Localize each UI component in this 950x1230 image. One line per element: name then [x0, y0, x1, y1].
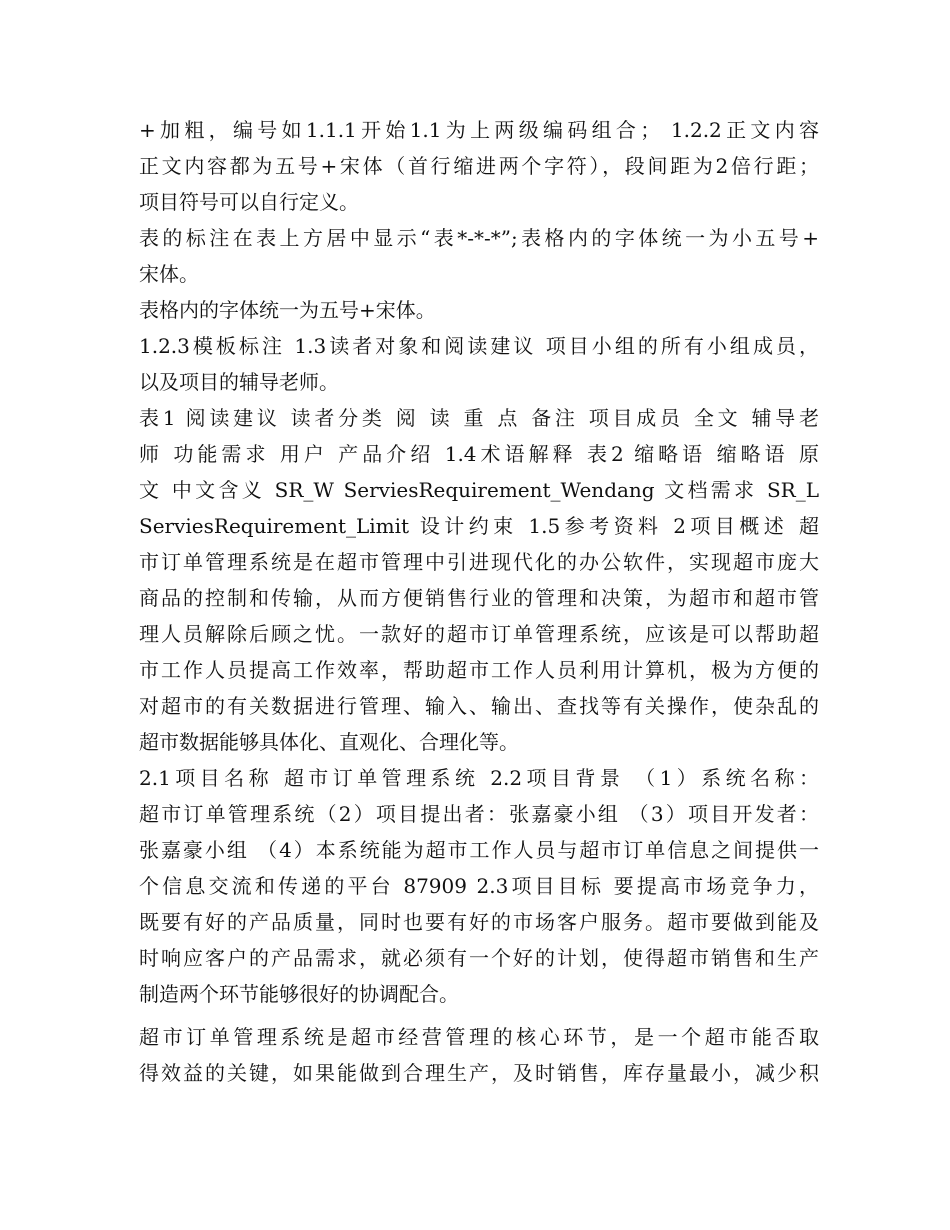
text-line: 时响应客户的产品需求，就必须有一个好的计划，使得超市销售和生产: [139, 946, 819, 970]
text-line: 1.2.3模板标注 1.3读者对象和阅读建议 项目小组的所有小组成员，: [139, 334, 819, 358]
text-line: 市订单管理系统是在超市管理中引进现代化的办公软件，实现超市庞大: [139, 550, 819, 574]
text-line: 2.1项目名称 超市订单管理系统 2.2项目背景 （1）系统名称：: [139, 766, 819, 790]
document-body: [139, 112, 819, 1091]
text-line: ServiesRequirement_Limit 设计约束 1.5参考资料 2项目概述 超: [139, 514, 819, 538]
text-line: +加粗，编号如1.1.1开始1.1为上两级编码组合； 1.2.2正文内容: [139, 118, 819, 142]
text-line: 理人员解除后顾之忧。一款好的超市订单管理系统，应该是可以帮助超: [139, 622, 819, 646]
text-line: 对超市的有关数据进行管理、输入、输出、查找等有关操作，使杂乱的: [139, 694, 819, 718]
text-line: 表的标注在表上方居中显示“表*-*-*”;表格内的字体统一为小五号+: [139, 226, 819, 250]
text-line: 表1 阅读建议 读者分类 阅 读 重 点 备注 项目成员 全文 辅导老: [139, 406, 819, 430]
text-line: 超市数据能够具体化、直观化、合理化等。: [139, 730, 519, 754]
text-line: 宋体。: [139, 262, 199, 286]
text-line: 项目符号可以自行定义。: [139, 190, 359, 214]
text-line: 表格内的字体统一为五号+宋体。: [139, 298, 436, 322]
text-line: 既要有好的产品质量，同时也要有好的市场客户服务。超市要做到能及: [139, 910, 819, 934]
text-line: 正文内容都为五号+宋体（首行缩进两个字符），段间距为2倍行距；: [139, 154, 819, 178]
text-line: 市工作人员提高工作效率，帮助超市工作人员利用计算机，极为方便的: [139, 658, 819, 682]
text-line: 超市订单管理系统是超市经营管理的核心环节，是一个超市能否取: [139, 1025, 819, 1049]
text-line: 师 功能需求 用户 产品介绍 1.4术语解释 表2 缩略语 缩略语 原: [139, 442, 819, 466]
text-line: 超市订单管理系统（2）项目提出者：张嘉豪小组 （3）项目开发者：: [139, 802, 819, 826]
text-line: 得效益的关键，如果能做到合理生产，及时销售，库存量最小，减少积: [139, 1061, 819, 1085]
text-line: 个信息交流和传递的平台 87909 2.3项目目标 要提高市场竞争力，: [139, 874, 819, 898]
text-line: 张嘉豪小组 （4）本系统能为超市工作人员与超市订单信息之间提供一: [139, 838, 819, 862]
text-line: 商品的控制和传输，从而方便销售行业的管理和决策，为超市和超市管: [139, 586, 819, 610]
text-line: 以及项目的辅导老师。: [139, 370, 339, 394]
text-line: 文 中文含义 SR_W ServiesRequirement_Wendang 文档需求 SR_L: [139, 478, 819, 502]
text-line: 制造两个环节能够很好的协调配合。: [139, 982, 459, 1006]
